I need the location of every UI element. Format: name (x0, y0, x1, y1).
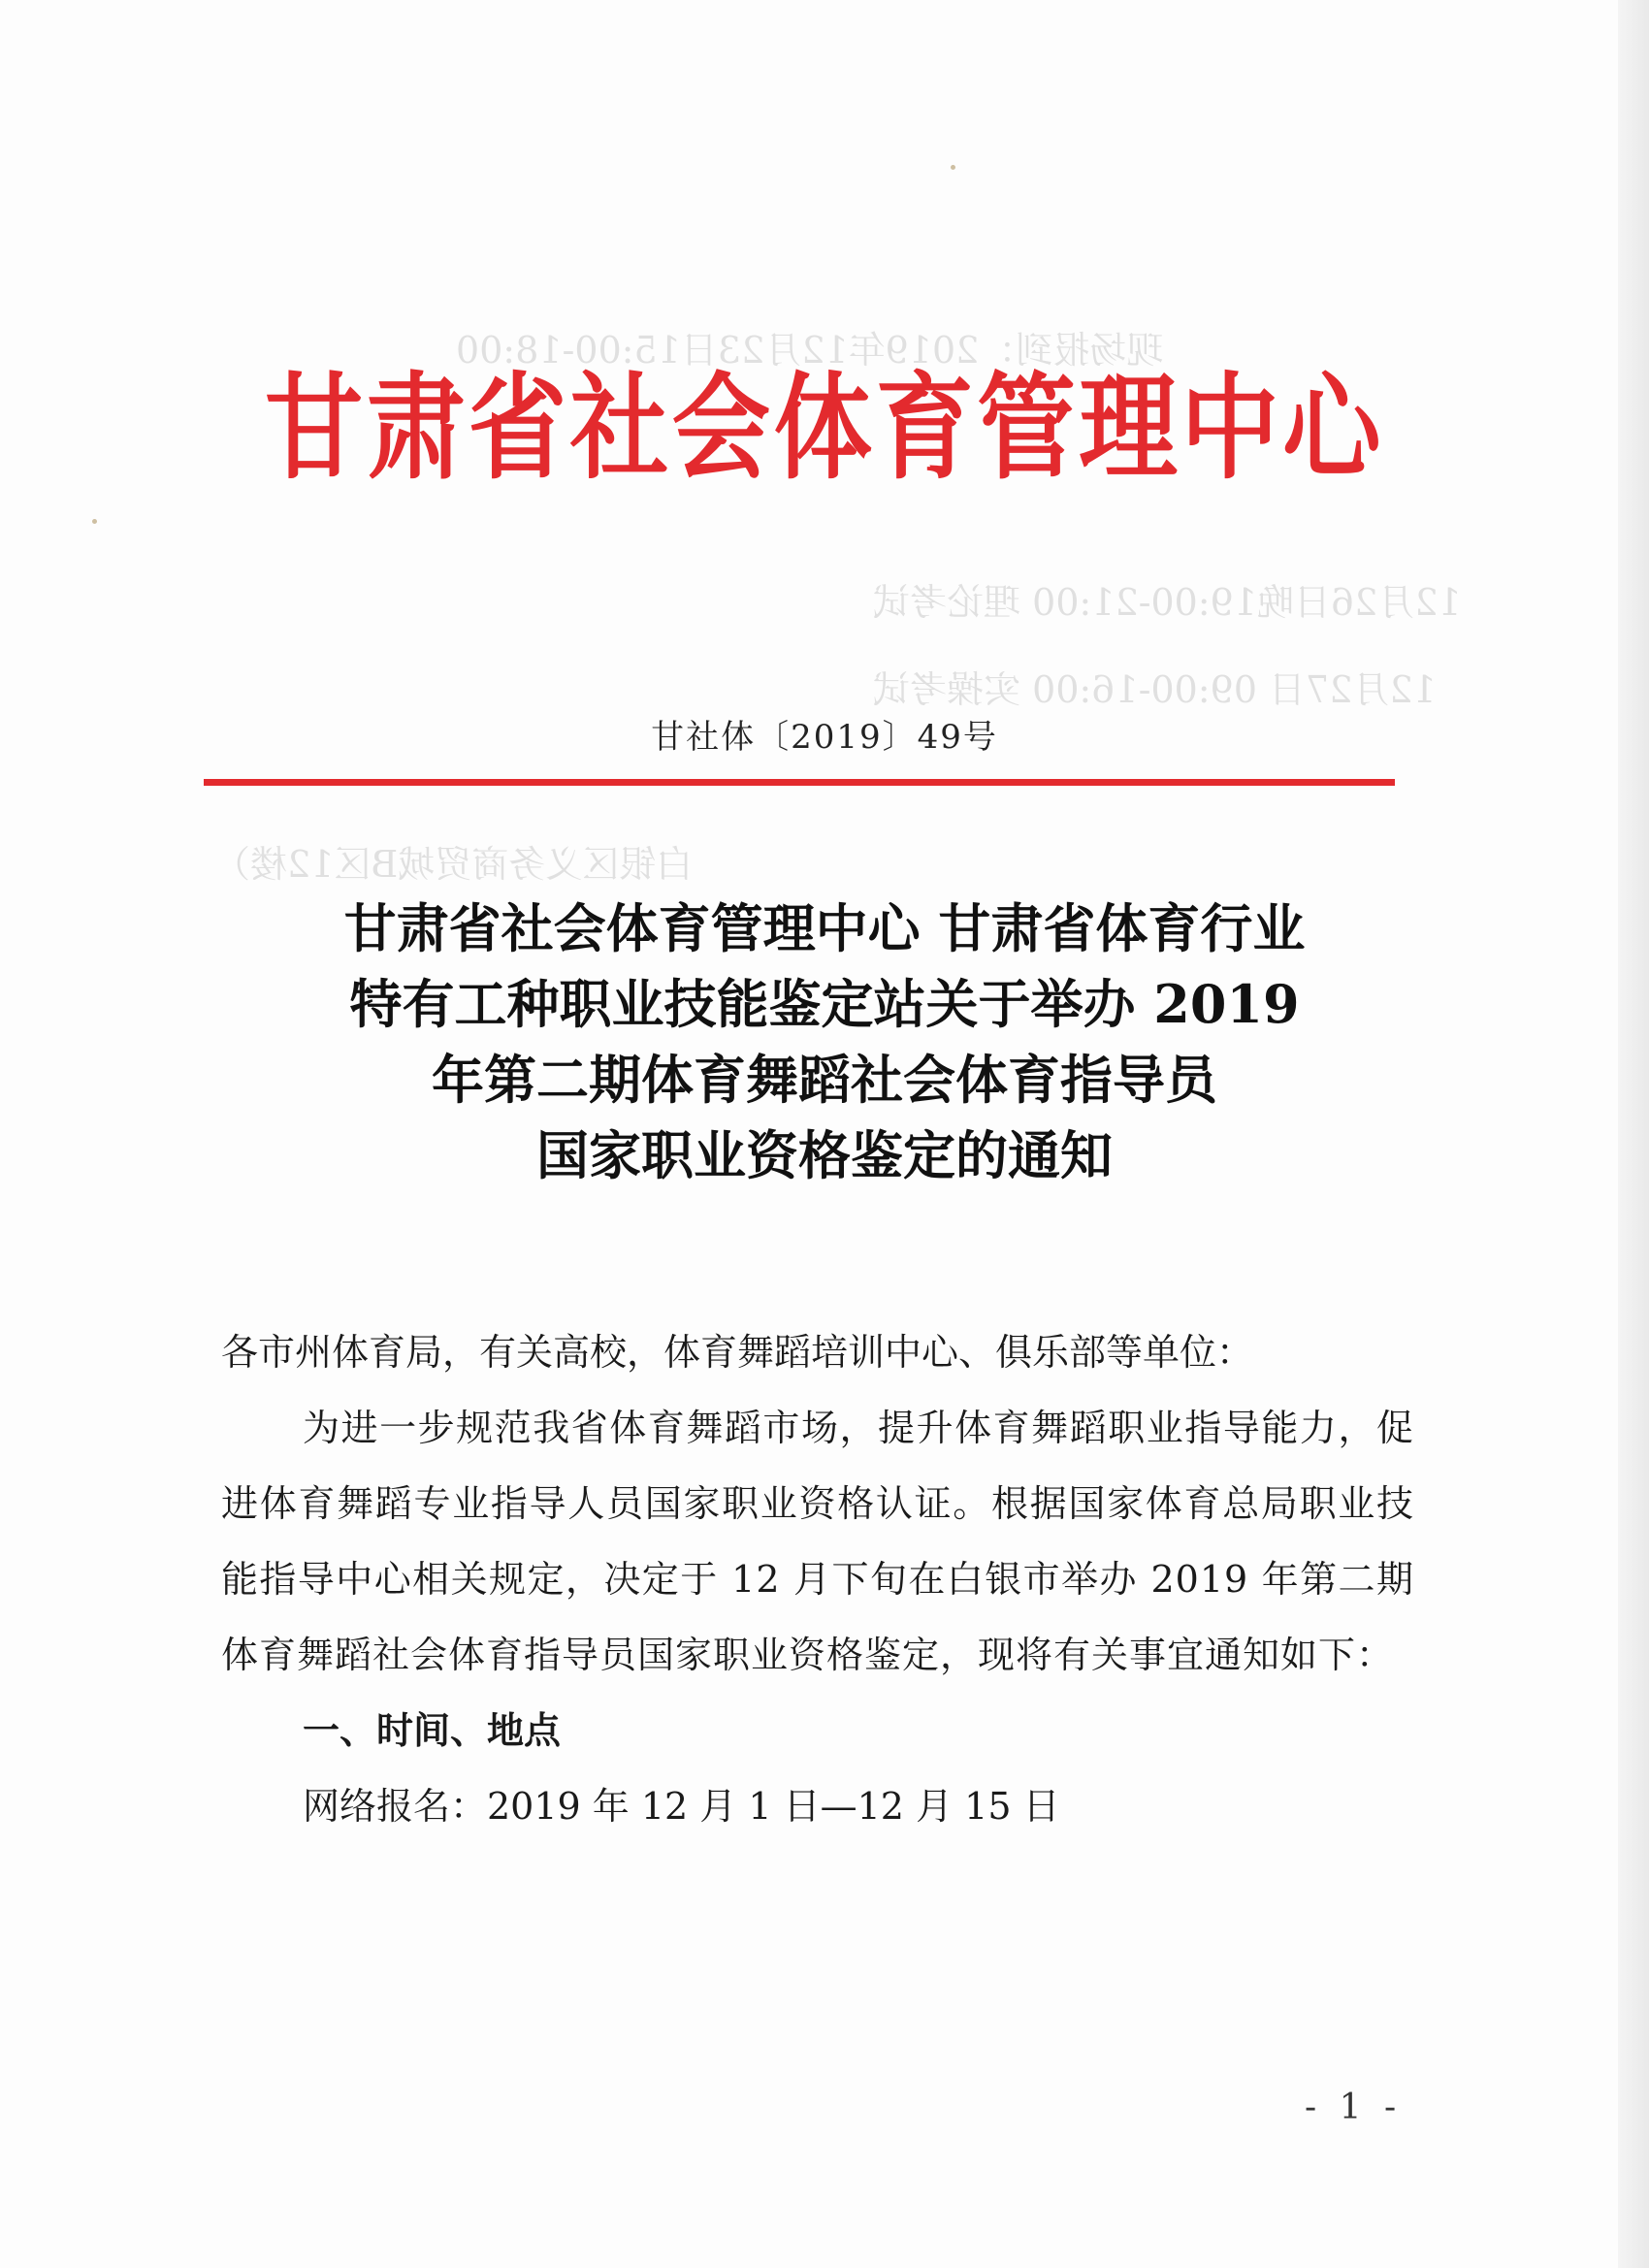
title-line: 特有工种职业技能鉴定站关于举办 2019 (349, 973, 1300, 1035)
section-heading: 一、时间、地点 (303, 1709, 562, 1752)
bleed-through-text: 12月26日晚19:00-21:00 理论考试 (873, 581, 1462, 624)
title-line: 甘肃省社会体育管理中心 甘肃省体育行业 (343, 897, 1306, 959)
intro-paragraph: 为进一步规范我省体育舞蹈市场，提升体育舞蹈职业指导能力，促进体育舞蹈专业指导人员国家职业资格认证。根据国家体育总局职业技能指导中心相关规定，决定于 12 月下旬在白银市举办 2019 年第二期体育舞蹈社会体育指导员国家职业资格鉴定，现将有关事宜通知如下： (221, 1407, 1414, 1676)
document-number: 甘社体〔2019〕49号 (651, 718, 998, 757)
document-body (221, 1314, 1414, 1844)
bleed-through-text: 12月27日 09:00-16:00 实操考试 (873, 668, 1437, 711)
org-masthead: 甘肃省社会体育管理中心 (264, 360, 1385, 495)
scan-speck (951, 165, 955, 170)
red-divider-rule (204, 779, 1395, 786)
addressee-line: 各市州体育局，有关高校，体育舞蹈培训中心、俱乐部等单位： (221, 1331, 1254, 1374)
bleed-through-text: 现场报到：2019年12月23日15:00-18:00 (456, 329, 1164, 372)
title-line: 国家职业资格鉴定的通知 (536, 1124, 1113, 1186)
page-number: - 1 - (1305, 2088, 1403, 2127)
title-line: 年第二期体育舞蹈社会体育指导员 (432, 1049, 1217, 1111)
bleed-through-text: 白银区义务商贸城B区12楼） (213, 843, 694, 886)
scan-speck (92, 519, 97, 524)
document-title (0, 891, 1649, 1193)
registration-line: 网络报名：2019 年 12 月 1 日—12 月 15 日 (303, 1785, 1060, 1828)
